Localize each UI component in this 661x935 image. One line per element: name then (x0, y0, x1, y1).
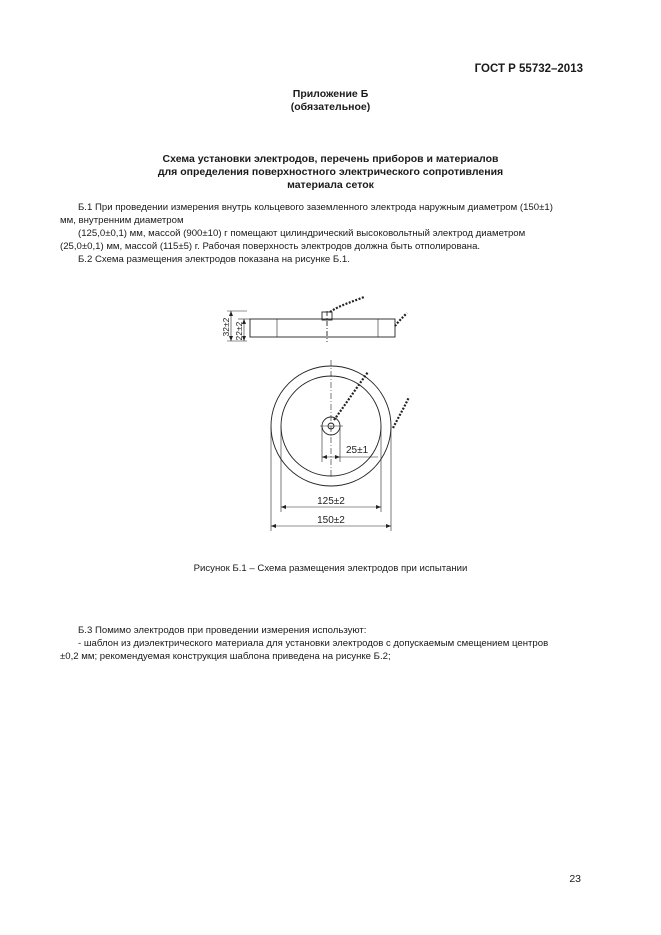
paragraph-b3-line3: ±0,2 мм; рекомендуемая конструкция шаблона приведена на рисунке Б.2; (60, 651, 391, 662)
paragraph-b1-line4: (25,0±0,1) мм, массой (115±5) г. Рабочая поверхность электродов должна быть отполирована. (60, 241, 481, 252)
dimension-total-height-label: 32±2 (221, 317, 231, 337)
appendix-title: Приложение Б (292, 88, 369, 100)
figure-caption: Рисунок Б.1 – Схема размещения электродов при испытании (193, 563, 468, 574)
paragraph-b1-line2: мм, внутренним диаметром (60, 215, 184, 226)
dimension-ring-height-label: 22±2 (234, 321, 244, 341)
section-title-line3: материала сеток (287, 179, 374, 191)
paragraph-b2: Б.2 Схема размещения электродов показана на рисунке Б.1. (78, 254, 350, 265)
page-number: 23 (569, 873, 581, 885)
paragraph-b3-line2: - шаблон из диэлектрического материала для установки электродов с допускаемым смещением центров (78, 638, 549, 649)
dimension-inner-diameter-label: 125±2 (317, 496, 345, 507)
section-title-line1: Схема установки электродов, перечень приборов и материалов (162, 153, 499, 165)
appendix-status: (обязательное) (290, 101, 371, 113)
cable-inner-top (334, 372, 368, 420)
section-title-line2: для определения поверхностного электрического сопротивления (157, 166, 504, 178)
paragraph-b1-line1: Б.1 При проведении измерения внутрь кольцевого заземленного электрода наружным диаметром (150±1) (78, 202, 553, 213)
electrode-side-view (250, 319, 395, 337)
cable-outer-top (393, 397, 409, 428)
paragraph-b1-line3: (125,0±0,1) мм, массой (900±10) г помещают цилиндрический высоковольтный электрод диаметром (78, 228, 526, 239)
standard-number: ГОСТ Р 55732–2013 (474, 63, 583, 75)
dimension-inner-electrode-label: 25±1 (346, 445, 369, 456)
cable-inner-side (330, 297, 364, 312)
cable-outer-side (395, 313, 407, 326)
dimension-outer-diameter-label: 150±2 (317, 515, 345, 526)
paragraph-b3-line1: Б.3 Помимо электродов при проведении измерения используют: (78, 625, 367, 636)
